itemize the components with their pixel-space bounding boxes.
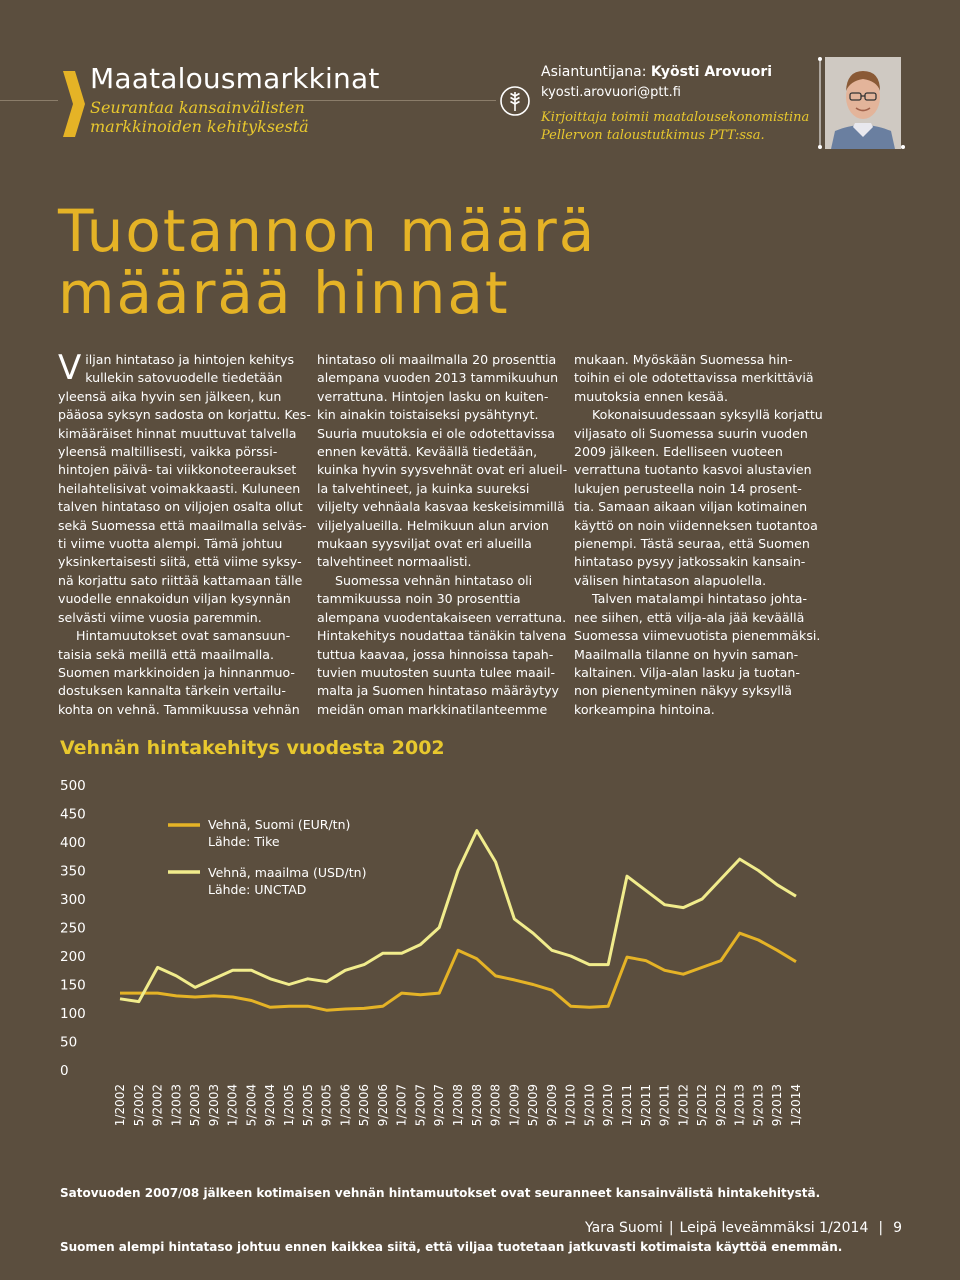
y-tick-label: 300 <box>60 892 86 908</box>
article-line: käyttö on noin viidenneksen tuotantoa <box>574 517 818 533</box>
article-line: verrattuna tuotanto kasvoi alustavien <box>574 462 812 478</box>
article-line: pääosa syksyn sadosta on korjattu. Kes- <box>58 407 311 423</box>
x-tick-label: 9/2007 <box>432 1084 447 1127</box>
article-line: 2009 jälkeen. Edelliseen vuoteen <box>574 444 783 460</box>
y-tick-label: 100 <box>60 1006 86 1022</box>
x-tick-label: 1/2007 <box>394 1084 409 1127</box>
section-subtitle <box>90 98 309 136</box>
legend-source-world: Lähde: UNCTAD <box>208 882 307 897</box>
article-line: tia. Samaan aikaan viljan kotimainen <box>574 499 808 515</box>
y-axis <box>60 778 86 1079</box>
article-line: tuvien muutosten suunta tulee maail- <box>317 664 556 680</box>
section-subtitle-line: Seurantaa kansainvälisten <box>90 98 305 117</box>
article-column-1 <box>58 348 311 719</box>
article-line: kin ainakin toistaiseksi pysähtynyt. <box>317 407 539 423</box>
article-line: kimääräiset hinnat muuttuvat talvella <box>58 425 297 441</box>
x-tick-label: 9/2009 <box>544 1084 559 1127</box>
x-tick-label: 9/2005 <box>319 1084 334 1127</box>
footer-publisher: Yara Suomi <box>584 1220 663 1236</box>
x-tick-label: 1/2012 <box>676 1084 691 1127</box>
section-subtitle-line: markkinoiden kehityksestä <box>90 117 309 136</box>
x-tick-label: 1/2003 <box>169 1084 184 1127</box>
article-line: Hintamuutokset ovat samansuun- <box>76 628 291 644</box>
headline-line: Tuotannon määrä <box>58 197 597 265</box>
article-line: kuinka hyvin syysvehnät ovat eri alueil- <box>317 462 568 478</box>
article-line: mukaan. Myöskään Suomessa hin- <box>574 352 793 367</box>
x-tick-label: 9/2004 <box>263 1084 278 1127</box>
article-line: tuttua kaavaa, jossa hinnoissa tapah- <box>317 646 554 662</box>
article-line: Suomessa viimevuotista pienemmäksi. <box>574 628 821 644</box>
article-line: non pienentyminen näkyy syksyllä <box>574 683 792 699</box>
x-tick-label: 5/2002 <box>131 1084 146 1127</box>
legend-label-finland: Vehnä, Suomi (EUR/tn) <box>208 817 351 832</box>
article-line: kohta on vehnä. Tammikuussa vehnän <box>58 701 300 717</box>
caption-line: Suomen alempi hintataso johtuu ennen kaikkea siitä, että viljaa tuotetaan jatkuvasti kotimaista käyttöä enemmän. <box>60 1240 843 1254</box>
x-tick-label: 5/2006 <box>357 1084 372 1127</box>
series-line-world <box>120 831 796 1002</box>
legend-entry-finland <box>208 816 350 850</box>
wheat-icon <box>500 86 530 116</box>
article-line: meidän oman markkinatilanteemme <box>317 701 548 717</box>
author-photo <box>825 57 901 149</box>
legend <box>168 825 200 872</box>
article-line: Suuria muutoksia ei ole odotettavissa <box>317 425 555 441</box>
article-line: viljelty vehnäala kasvaa keskeisimmillä <box>317 499 565 515</box>
article-line: la talvehtineet, ja kuinka suureksi <box>317 480 530 496</box>
article-column-3 <box>574 351 824 719</box>
article-line: talvehtineet normaalisti. <box>317 554 472 570</box>
x-tick-label: 1/2005 <box>282 1084 296 1127</box>
article-line: Kokonaisuudessaan syksyllä korjattu <box>592 407 823 423</box>
x-tick-label: 1/2009 <box>507 1084 522 1127</box>
article-line: ennen kevättä. Keväällä tiedetään, <box>317 444 538 460</box>
x-tick-label: 1/2004 <box>225 1084 240 1127</box>
footer-publication: Leipä leveämmäksi 1/2014 <box>679 1220 869 1236</box>
x-tick-label: 5/2010 <box>582 1084 597 1127</box>
article-line: pienempi. Tästä seuraa, että Suomen <box>574 536 810 552</box>
article-line: Hintakehitys noudattaa tänäkin talvena <box>317 628 567 644</box>
footer-separator: | <box>668 1220 674 1236</box>
x-tick-label: 1/2011 <box>620 1084 634 1127</box>
article-line: yleensä aika hyvin sen jälkeen, kun <box>58 388 282 404</box>
y-tick-label: 500 <box>60 778 86 794</box>
article-line: Suomessa vehnän hintataso oli <box>335 572 533 588</box>
article-line: viljelyalueilla. Helmikuun alun arvion <box>317 517 549 533</box>
x-tick-label: 9/2006 <box>375 1084 390 1127</box>
header-rule-mid <box>290 100 496 101</box>
legend-entry-world <box>208 864 366 898</box>
x-tick-label: 9/2011 <box>657 1084 672 1127</box>
x-tick-label: 9/2002 <box>150 1084 165 1127</box>
article-line: dostuksen kannalta tärkein vertailu- <box>58 683 286 699</box>
x-tick-label: 5/2004 <box>244 1084 259 1127</box>
x-tick-label: 5/2011 <box>638 1084 653 1127</box>
series-line-finland <box>120 933 796 1010</box>
x-tick-label: 5/2012 <box>695 1084 710 1127</box>
y-tick-label: 450 <box>60 806 86 823</box>
y-tick-label: 250 <box>60 920 86 937</box>
x-tick-label: 5/2003 <box>188 1084 203 1127</box>
legend-label-world: Vehnä, maailma (USD/tn) <box>208 865 367 880</box>
article-line: hintojen päivä- tai viikkonoteeraukset <box>58 462 297 478</box>
x-tick-label: 5/2008 <box>469 1084 484 1127</box>
caption-line: Satovuoden 2007/08 jälkeen kotimaisen vehnän hintamuutokset ovat seuranneet kansainvälistä hintakehitystä. <box>60 1186 821 1200</box>
series-group <box>120 831 796 1011</box>
footer-separator: | <box>878 1220 884 1236</box>
x-tick-label: 1/2014 <box>789 1084 803 1127</box>
y-tick-label: 0 <box>60 1063 69 1079</box>
article-line: toihin ei ole odotettavissa merkittäviä <box>574 370 814 386</box>
article-line: mukaan syysviljat ovat eri alueilla <box>317 536 532 552</box>
y-tick-label: 400 <box>60 835 86 851</box>
article-line: muutoksia ennen kesää. <box>574 388 728 404</box>
article-line: talven hintataso on viljojen osalta ollut <box>58 499 303 515</box>
x-tick-label: 9/2013 <box>770 1084 785 1127</box>
article-line: viljasato oli Suomessa suurin vuoden <box>574 425 808 441</box>
article-headline <box>58 197 597 327</box>
x-tick-label: 9/2010 <box>601 1084 616 1127</box>
article-line: hintataso pysyy jatkossakin kansain- <box>574 554 806 570</box>
article-line: tammikuussa noin 30 prosenttia <box>317 591 521 607</box>
x-tick-label: 9/2008 <box>488 1084 503 1127</box>
author-portrait-icon <box>825 57 901 149</box>
article-line: Talven matalampi hintataso johta- <box>592 591 808 607</box>
x-tick-label: 5/2009 <box>526 1084 541 1127</box>
y-tick-label: 350 <box>60 863 86 880</box>
x-tick-label: 5/2007 <box>413 1084 428 1127</box>
header-rule-left <box>0 100 58 101</box>
expert-description-line: Kirjoittaja toimii maatalousekonomistina <box>541 110 810 125</box>
article-line: korkeampina hintoina. <box>574 701 715 717</box>
article-line: alempana vuodentakaiseen verrattuna. <box>317 609 567 625</box>
x-tick-label: 9/2012 <box>713 1084 728 1127</box>
article-line: alempana vuoden 2013 tammikuuhun <box>317 370 559 386</box>
x-tick-label: 1/2010 <box>563 1084 578 1127</box>
expert-email[interactable]: kyosti.arovuori@ptt.fi <box>541 85 681 100</box>
drop-cap: V <box>58 348 82 388</box>
x-tick-label: 1/2013 <box>732 1084 747 1127</box>
x-tick-label: 5/2005 <box>300 1084 315 1127</box>
article-line: nä korjattu sato riittää kattamaan tälle <box>58 572 303 588</box>
article-line: Maailmalla tilanne on hyvin saman- <box>574 646 799 662</box>
article-line: kaltainen. Vilja-alan lasku ja tuotan- <box>574 664 800 680</box>
article-line: lukujen perusteella noin 14 prosent- <box>574 480 802 496</box>
expert-label-text: Asiantuntijana: <box>541 64 647 80</box>
y-tick-label: 150 <box>60 977 86 994</box>
wheat-price-chart <box>0 760 960 1145</box>
chart-caption <box>60 1148 842 1274</box>
x-tick-label: 1/2002 <box>113 1084 127 1127</box>
section-title: Maatalousmarkkinat <box>90 62 380 95</box>
expert-name: Kyösti Arovuori <box>650 64 773 80</box>
article-line: hintataso oli maailmalla 20 prosenttia <box>317 352 557 367</box>
article-line: yleensä maltillisesti, vaikka pörssi- <box>58 444 278 460</box>
article-line: malta ja Suomen hintataso määräytyy <box>317 683 559 699</box>
page-number: 9 <box>893 1220 902 1236</box>
article-line: nee siihen, että vilja-ala jää keväällä <box>574 609 805 625</box>
article-line: ti viime vuotta alempi. Tämä johtuu <box>58 536 283 552</box>
chart-title: Vehnän hintakehitys vuodesta 2002 <box>60 737 445 759</box>
article-line: iljan hintataso ja hintojen kehitys <box>85 352 295 367</box>
article-line: Suomen markkinoiden ja hinnanmuo- <box>58 664 295 680</box>
article-line: vuodelle ennakoidun viljan kysynnän <box>58 591 291 607</box>
article-line: kullekin satovuodelle tiedetään <box>85 370 283 386</box>
headline-line: määrää hinnat <box>58 259 510 327</box>
article-line: selvästi viime vuosia paremmin. <box>58 609 262 625</box>
article-column-2 <box>317 351 567 719</box>
x-tick-label: 9/2003 <box>206 1084 221 1127</box>
article-line: sekä Suomessa että maailmalla selväs- <box>58 517 307 533</box>
x-axis <box>113 1084 803 1126</box>
legend-source-finland: Lähde: Tike <box>208 834 280 849</box>
page-footer <box>585 1220 902 1236</box>
expert-description <box>541 109 809 145</box>
article-line: heilahtelisivat voimakkaasti. Kuluneen <box>58 480 301 496</box>
x-tick-label: 1/2008 <box>451 1084 465 1127</box>
x-tick-label: 1/2006 <box>338 1084 353 1127</box>
x-tick-label: 5/2013 <box>751 1084 766 1127</box>
article-line: verrattuna. Hintojen lasku on kuiten- <box>317 388 549 404</box>
y-tick-label: 200 <box>60 949 86 965</box>
article-line: välisen hintatason alapuolella. <box>574 572 767 588</box>
expert-description-line: Pellervon taloustutkimus PTT:ssa. <box>541 128 765 143</box>
chevron-icon <box>63 71 85 137</box>
article-line: yksinkertaisesti siitä, että viime syksy- <box>58 554 302 570</box>
expert-label <box>541 64 772 80</box>
y-tick-label: 50 <box>60 1034 78 1051</box>
article-line: taisia sekä meillä että maailmalla. <box>58 646 275 662</box>
